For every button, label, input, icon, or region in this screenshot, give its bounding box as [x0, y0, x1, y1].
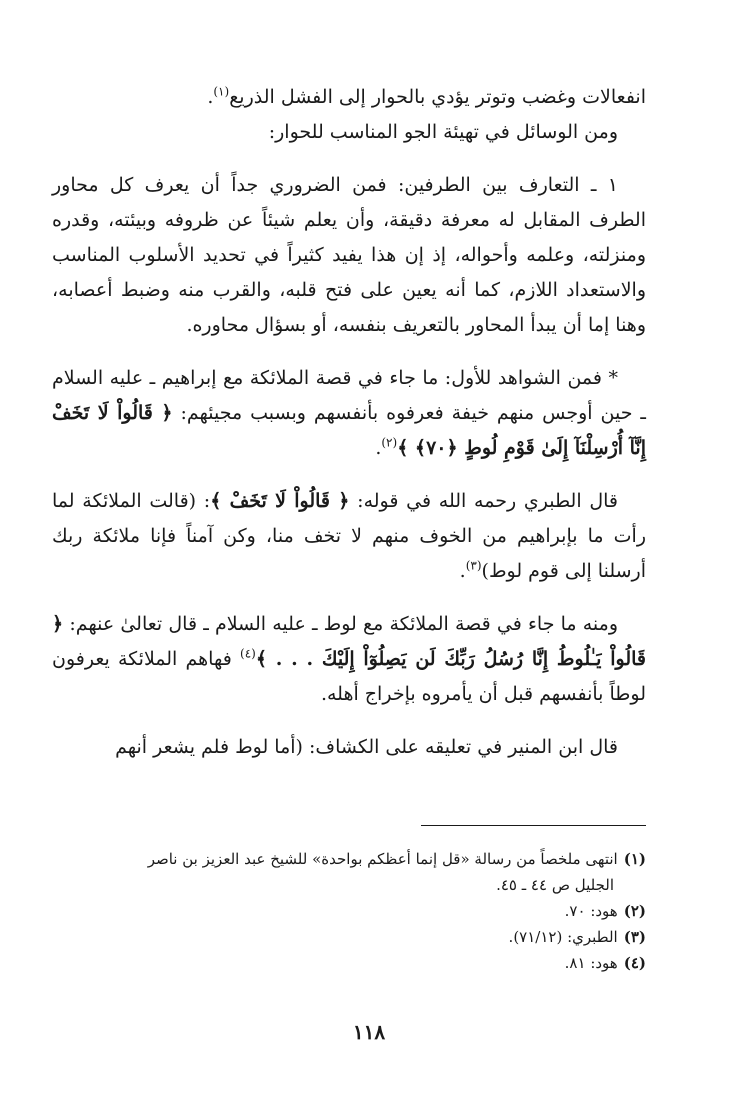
- footnote-number: (٢): [623, 902, 646, 920]
- footnote-text: هود: ٨١.: [564, 954, 618, 972]
- footnote-text: الطبري: (٧١/١٢).: [508, 928, 618, 946]
- body-text: [52, 80, 646, 783]
- footnote-number: (١): [623, 850, 646, 868]
- paragraph-lut: [52, 607, 646, 712]
- period: .: [207, 86, 214, 108]
- footnote-1-continuation: الجليل ص ٤٤ ـ ٤٥.: [496, 876, 614, 894]
- paragraph-ibn-munir: قال ابن المنير في تعليقه على الكشاف: (أما لوط فلم يشعر أنهم: [115, 736, 618, 758]
- quran-verse-hud-70: ﴿ قَالُواْ لَا تَخَفْ إِنَّآ أُرْسِلْنَآ إِلَىٰ قَوْمِ لُوطٍ ﴿٧٠﴾ ﴾: [52, 402, 646, 459]
- footnote-number: (٤): [623, 954, 646, 972]
- footnote-text: هود: ٧٠.: [564, 902, 618, 920]
- continuation-text: انفعالات وغضب وتوتر يؤدي بالحوار إلى الفشل الذريع: [229, 86, 646, 108]
- period: .: [375, 437, 382, 459]
- footnotes: [52, 846, 646, 976]
- lut-intro: ومنه ما جاء في قصة الملائكة مع لوط ـ عليه السلام ـ قال تعالىٰ عنهم:: [69, 613, 618, 635]
- ibrahim-text: * فمن الشواهد للأول: ما جاء في قصة الملائكة مع إبراهيم ـ عليه السلام ـ حين أوجس منهم خيفة فعرفوه بأنفسهم وبسبب مجيئهم:: [52, 367, 646, 424]
- paragraph-intro: ومن الوسائل في تهيئة الجو المناسب للحوار:: [268, 121, 618, 143]
- tabari-quote: : (قالت الملائكة لما رأت ما بإبراهيم من الخوف منهم لا تخف منا، وكن آمناً فإنا ملائكة ربك أرسلنا إلى قوم لوط): [52, 490, 646, 582]
- paragraph-continuation: [52, 80, 646, 115]
- quran-verse-hud-81: ﴿ قَالُواْ يَـٰلُوطُ إِنَّا رُسُلُ رَبِّكَ لَن يَصِلُوٓاْ إِلَيْكَ . . . ﴾: [52, 613, 646, 670]
- paragraph-tabari: [52, 484, 646, 589]
- quran-verse-la-takhaf: ﴿ قَالُواْ لَا تَخَفْ ﴾: [210, 490, 350, 512]
- footnote-4: [52, 950, 646, 976]
- footnote-ref-2[interactable]: (٢): [381, 435, 398, 450]
- footnote-number: (٣): [623, 928, 646, 946]
- footnote-text: انتهى ملخصاً من رسالة «قل إنما أعظكم بواحدة» للشيخ عبد العزيز بن ناصر: [147, 850, 618, 868]
- period: .: [459, 560, 466, 582]
- footnote-3: [52, 924, 646, 950]
- lut-conclusion: فهاهم الملائكة يعرفون لوطاً بأنفسهم قبل أن يأمروه بإخراج أهله.: [52, 648, 646, 705]
- footnote-ref-3[interactable]: (٣): [465, 558, 482, 573]
- paragraph-ibrahim-evidence: [52, 361, 646, 466]
- footnote-2: [52, 898, 646, 924]
- paragraph-acquaintance: ١ ـ التعارف بين الطرفين: فمن الضروري جداً أن يعرف كل محاور الطرف المقابل له معرفة دقيقة، وأن يعلم شيئاً عن ظروفه وبيئته، وقدره ومنزلته، وعلمه وأحواله، إذ إن هذا يفيد كثيراً في تحديد الأسلوب المناسب والاستعداد اللازم، كما أنه يعين على فتح قلبه، والقرب منه وضبط أعصابه، وهنا إما أن يبدأ المحاور بالتعريف بنفسه، أو بسؤال محاوره.: [52, 174, 646, 336]
- page-number: ١١٨: [352, 1020, 386, 1044]
- footnote-ref-4[interactable]: (٤): [240, 646, 256, 661]
- footnote-ref-1[interactable]: (١): [213, 84, 230, 99]
- tabari-intro: قال الطبري رحمه الله في قوله:: [357, 490, 618, 512]
- footnote-1: [52, 846, 646, 872]
- footnote-separator: [421, 825, 646, 826]
